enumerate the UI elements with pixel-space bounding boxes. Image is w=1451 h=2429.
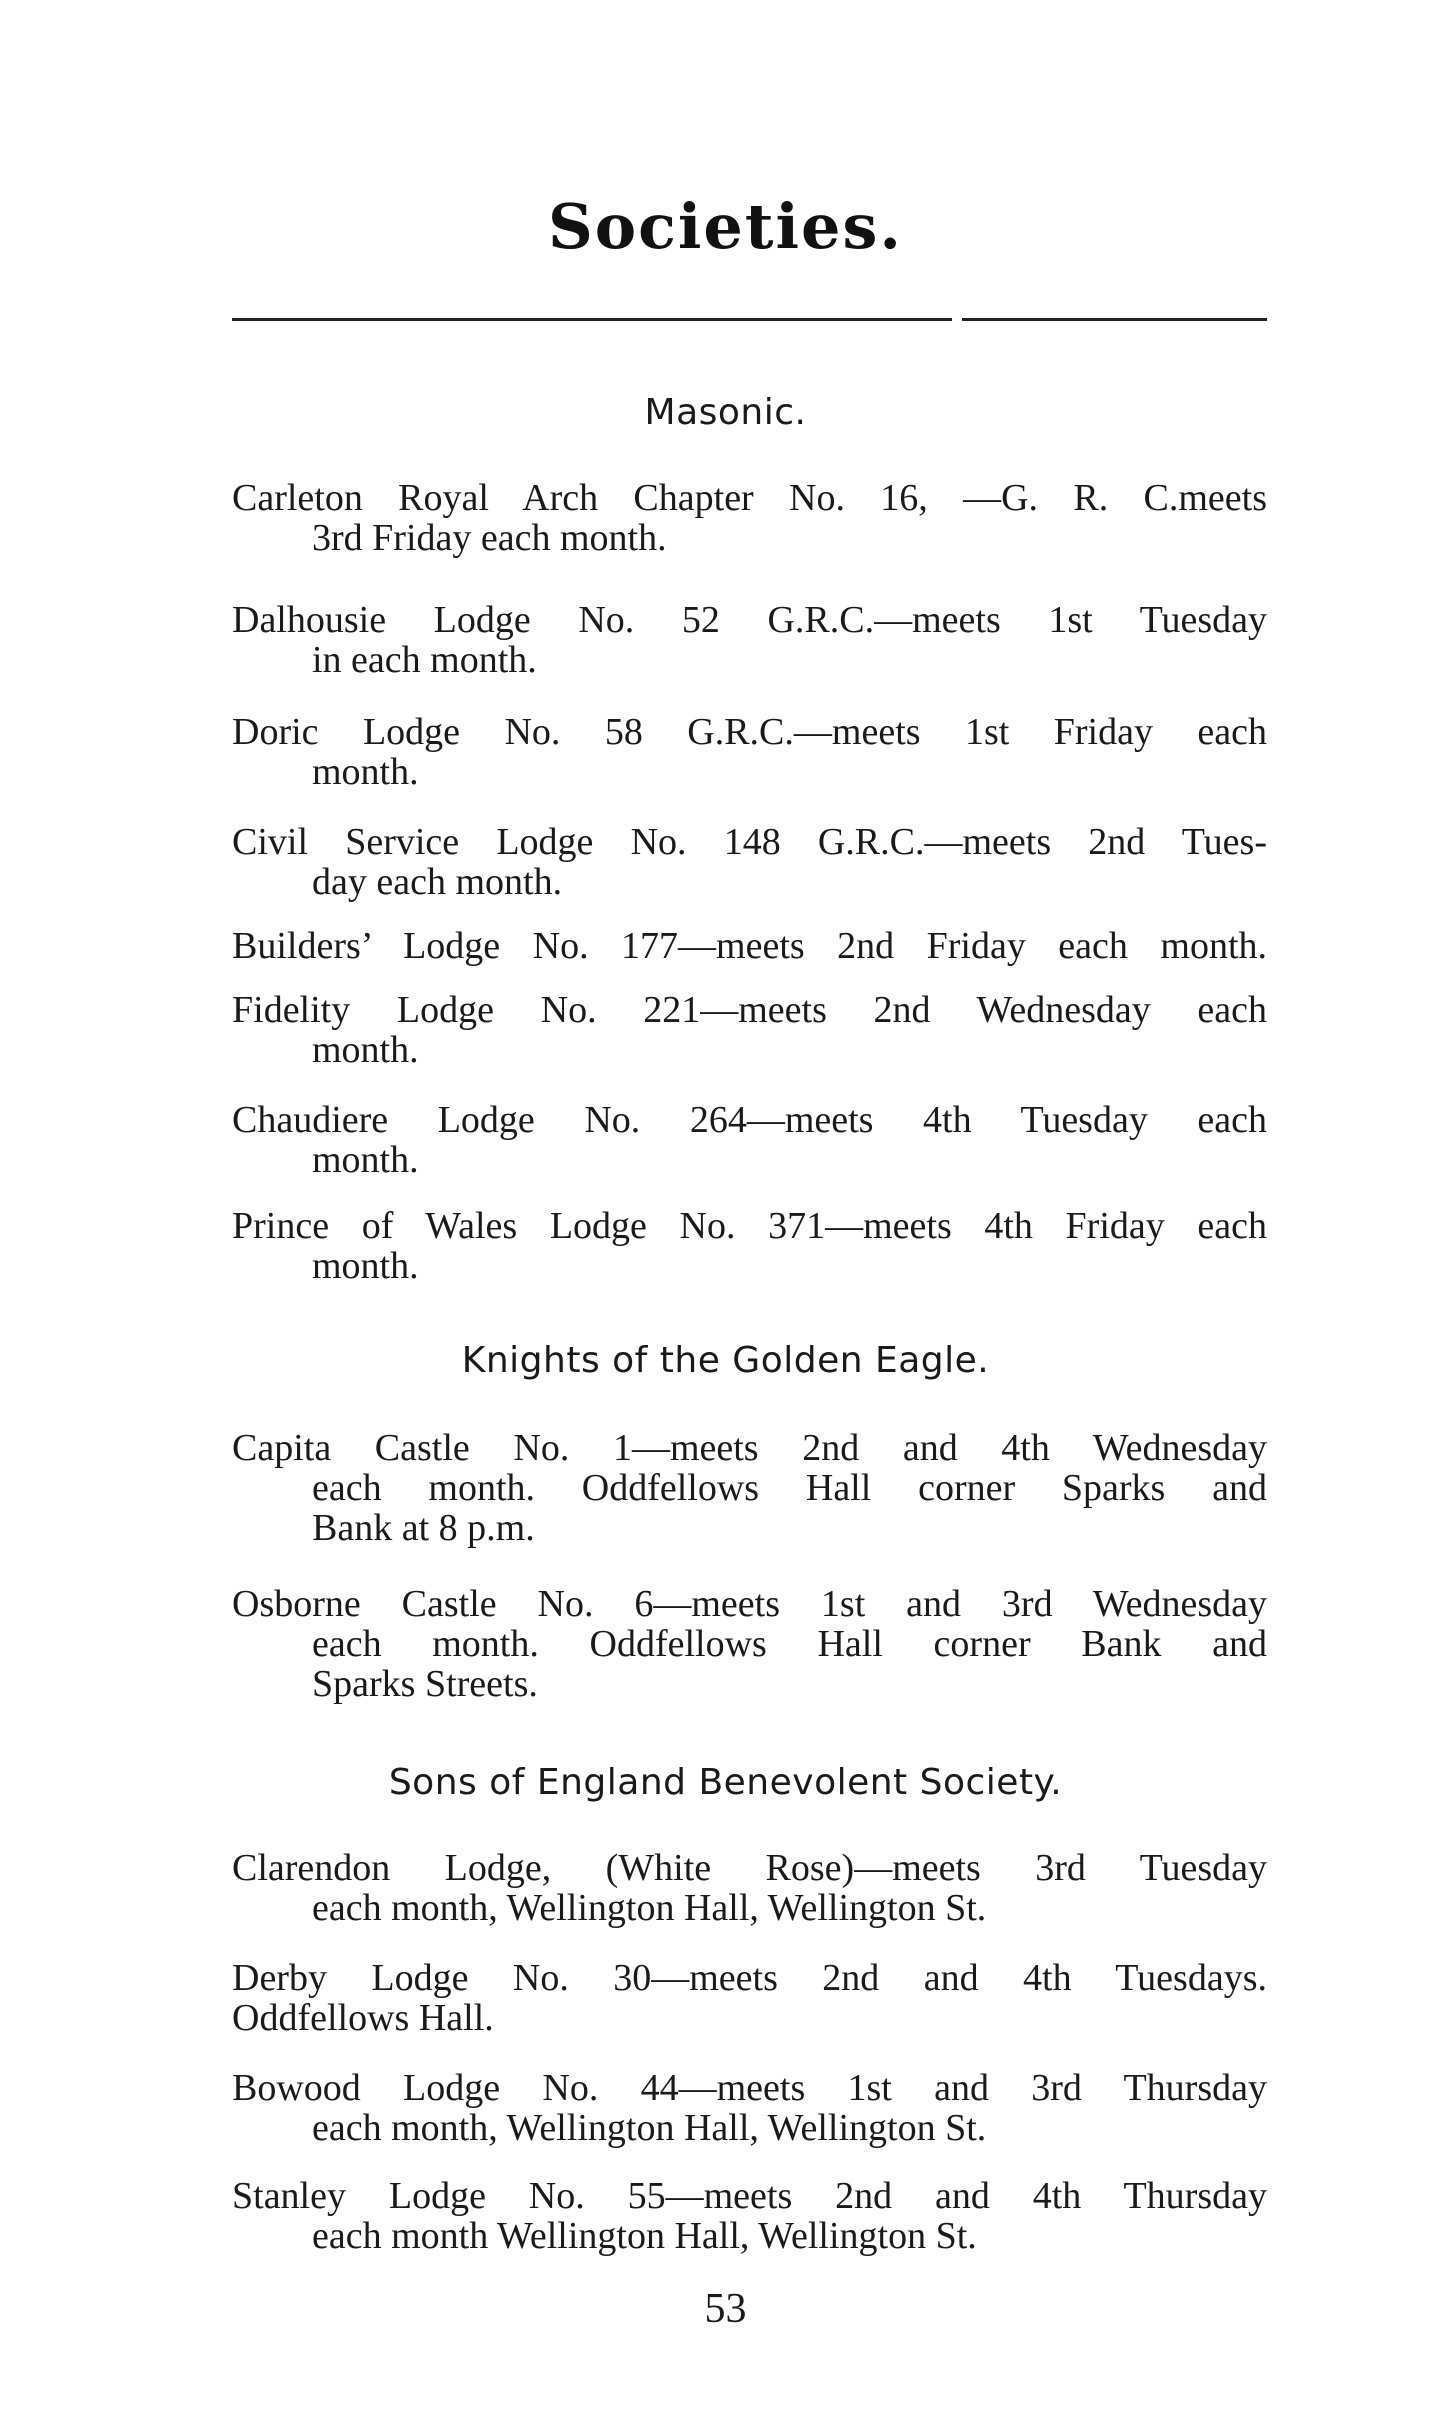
entry-continuation: month. bbox=[312, 751, 419, 793]
entry-prince-of-wales-lodge bbox=[232, 1206, 1267, 1286]
page-number: 53 bbox=[704, 2286, 747, 2332]
entry-continuation: each month, Wellington Hall, Wellington St. bbox=[312, 2107, 987, 2149]
entry-line: Derby Lodge No. 30—meets 2nd and 4th Tuesdays. bbox=[232, 1957, 1267, 1999]
entry-continuation: in each month. bbox=[312, 639, 537, 681]
entry-chaudiere-lodge bbox=[232, 1100, 1267, 1180]
entry-continuation: Oddfellows Hall. bbox=[232, 1997, 494, 2039]
entry-osborne-castle bbox=[232, 1584, 1267, 1704]
entry-line: Carleton Royal Arch Chapter No. 16, —G. R. C.meets bbox=[232, 477, 1267, 519]
entry-stanley-lodge bbox=[232, 2176, 1267, 2256]
entry-continuation: each month. Oddfellows Hall corner Bank and bbox=[312, 1623, 1267, 1665]
section-heading-knights: Knights of the Golden Eagle. bbox=[461, 1340, 990, 1381]
entry-continuation: month. bbox=[312, 1245, 419, 1287]
title-rule-left bbox=[232, 318, 952, 321]
entry-line: Prince of Wales Lodge No. 371—meets 4th Friday each bbox=[232, 1205, 1267, 1247]
entry-builders-lodge bbox=[232, 926, 1267, 966]
entry-line: Osborne Castle No. 6—meets 1st and 3rd Wednesday bbox=[232, 1583, 1267, 1625]
entry-capita-castle bbox=[232, 1428, 1267, 1548]
entry-line: Clarendon Lodge, (White Rose)—meets 3rd Tuesday bbox=[232, 1847, 1267, 1889]
entry-line: Fidelity Lodge No. 221—meets 2nd Wednesday each bbox=[232, 989, 1267, 1031]
entry-civil-service-lodge bbox=[232, 822, 1267, 902]
entry-continuation: 3rd Friday each month. bbox=[312, 517, 667, 559]
entry-continuation: month. bbox=[312, 1139, 419, 1181]
entry-line: Builders’ Lodge No. 177—meets 2nd Friday each month. bbox=[232, 925, 1267, 967]
entry-continuation: each month Wellington Hall, Wellington St. bbox=[312, 2215, 977, 2257]
entry-line: Capita Castle No. 1—meets 2nd and 4th Wednesday bbox=[232, 1427, 1267, 1469]
entry-fidelity-lodge bbox=[232, 990, 1267, 1070]
entry-line: Chaudiere Lodge No. 264—meets 4th Tuesday each bbox=[232, 1099, 1267, 1141]
entry-continuation: month. bbox=[312, 1029, 419, 1071]
entry-clarendon-lodge bbox=[232, 1848, 1267, 1928]
entry-carleton-chapter bbox=[232, 478, 1267, 558]
entry-bowood-lodge bbox=[232, 2068, 1267, 2148]
entry-dalhousie-lodge bbox=[232, 600, 1267, 680]
entry-line: Dalhousie Lodge No. 52 G.R.C.—meets 1st Tuesday bbox=[232, 599, 1267, 641]
entry-derby-lodge bbox=[232, 1958, 1267, 2038]
page-title: Societies. bbox=[547, 190, 903, 263]
entry-line: Stanley Lodge No. 55—meets 2nd and 4th Thursday bbox=[232, 2175, 1267, 2217]
section-heading-sons-of-england: Sons of England Benevolent Society. bbox=[388, 1762, 1063, 1803]
section-heading-masonic: Masonic. bbox=[644, 392, 807, 433]
entry-continuation: Sparks Streets. bbox=[312, 1663, 538, 1705]
entry-continuation: each month, Wellington Hall, Wellington St. bbox=[312, 1887, 987, 1929]
entry-line: Bowood Lodge No. 44—meets 1st and 3rd Thursday bbox=[232, 2067, 1267, 2109]
entry-continuation: day each month. bbox=[312, 861, 563, 903]
entry-line: Civil Service Lodge No. 148 G.R.C.—meets 2nd Tues- bbox=[232, 821, 1267, 863]
entry-continuation: each month. Oddfellows Hall corner Sparks and bbox=[312, 1467, 1267, 1509]
entry-doric-lodge bbox=[232, 712, 1267, 792]
entry-continuation: Bank at 8 p.m. bbox=[312, 1507, 535, 1549]
title-rule-right bbox=[962, 318, 1267, 321]
entry-line: Doric Lodge No. 58 G.R.C.—meets 1st Friday each bbox=[232, 711, 1267, 753]
